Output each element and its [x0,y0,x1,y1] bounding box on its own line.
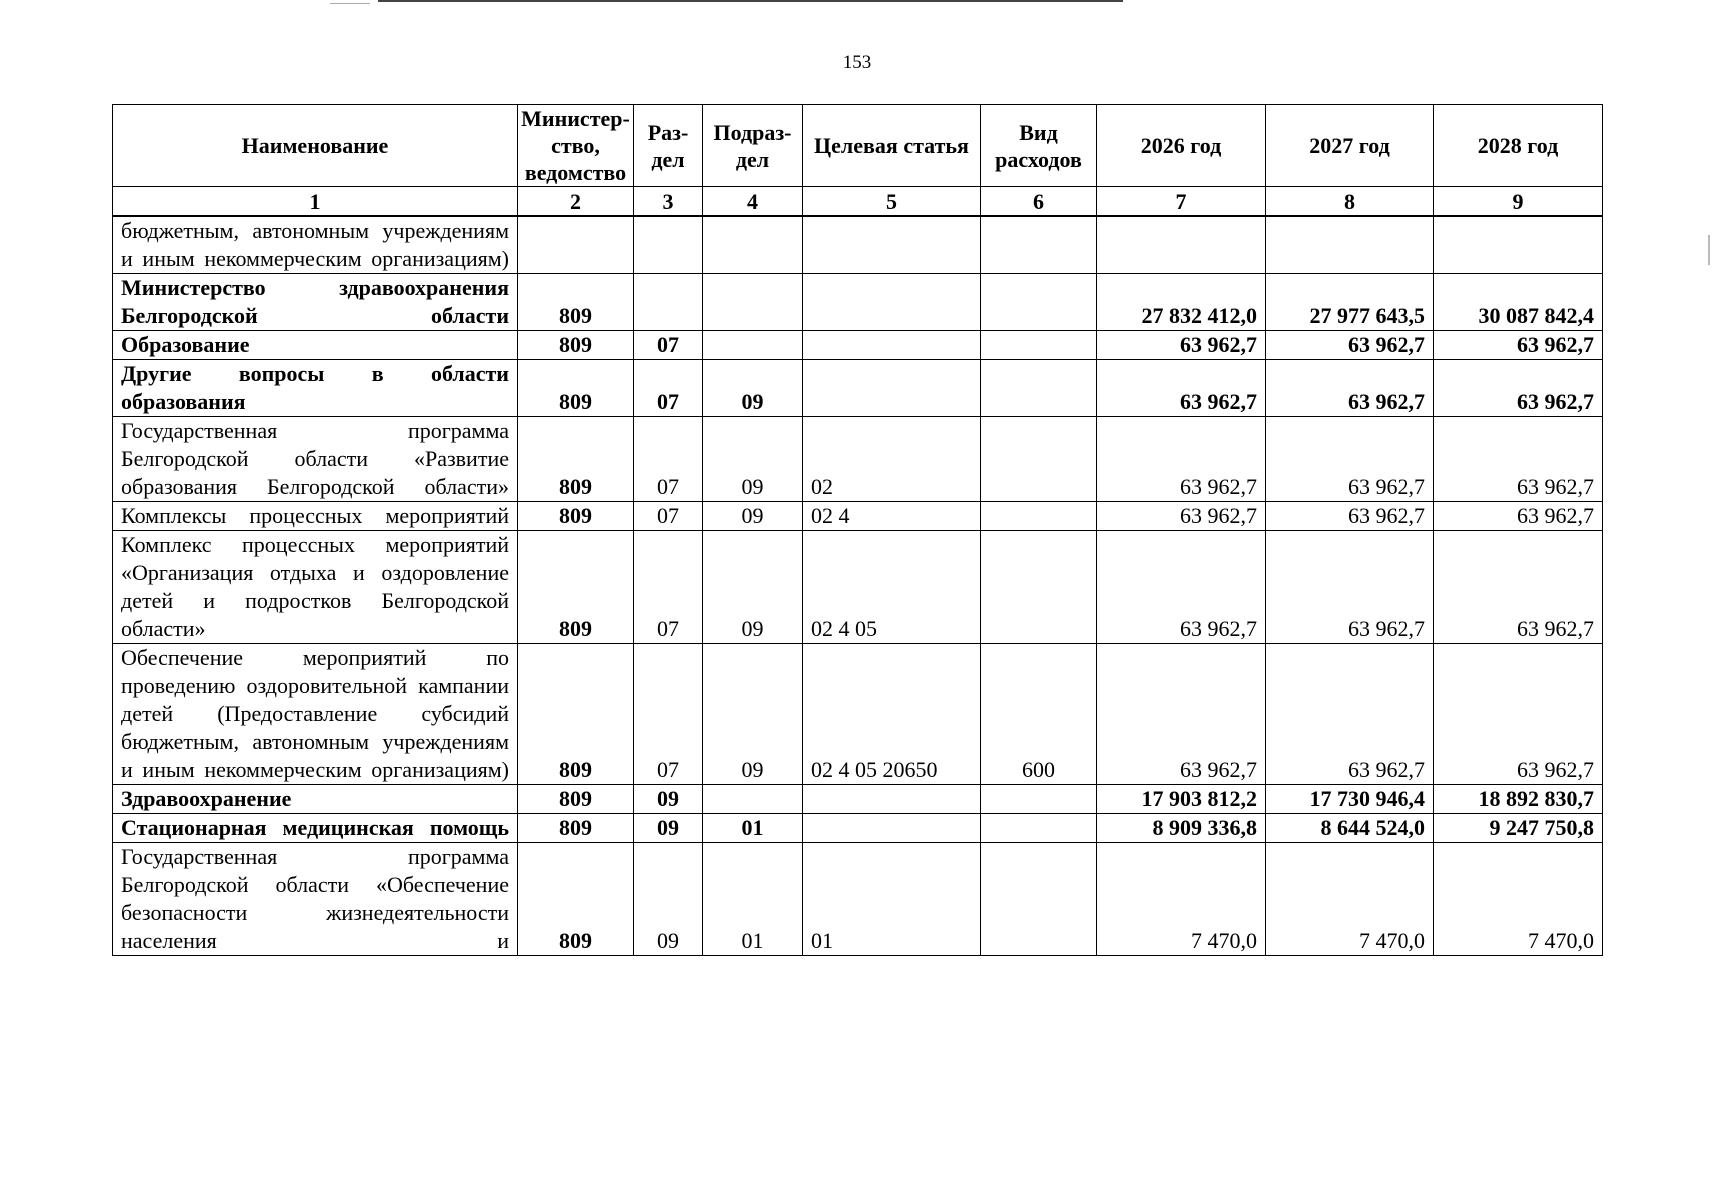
row-subsection [703,274,803,331]
row-ministry: 809 [518,531,634,644]
header-2028: 2028 год [1434,105,1603,187]
row-ministry: 809 [518,417,634,502]
table-row [113,502,1603,531]
header-2026: 2026 год [1097,105,1266,187]
row-2027: 27 977 643,5 [1266,274,1434,331]
row-2026: 63 962,7 [1097,417,1266,502]
row-name: Другие вопросы в области образования [113,360,518,417]
row-2028: 63 962,7 [1434,417,1603,502]
row-target [803,331,981,360]
row-2028: 9 247 750,8 [1434,814,1603,843]
row-ministry: 809 [518,644,634,785]
row-section: 07 [634,531,703,644]
table-row [113,417,1603,502]
row-ministry: 809 [518,785,634,814]
row-subsection [703,331,803,360]
row-subsection: 01 [703,843,803,956]
row-name: Стационарная медицинская помощь [113,814,518,843]
table-row [113,331,1603,360]
header-target: Целевая статья [803,105,981,187]
row-expense-type [981,417,1097,502]
table-row [113,785,1603,814]
row-2028: 63 962,7 [1434,331,1603,360]
header-section: Раз-дел [634,105,703,187]
row-section: 09 [634,785,703,814]
row-2028: 63 962,7 [1434,502,1603,531]
column-number: 3 [634,187,703,217]
row-expense-type [981,274,1097,331]
row-2027: 63 962,7 [1266,644,1434,785]
row-target [803,216,981,274]
row-subsection: 09 [703,502,803,531]
row-2026: 7 470,0 [1097,843,1266,956]
column-number: 9 [1434,187,1603,217]
row-target: 02 4 [803,502,981,531]
row-ministry [518,216,634,274]
row-2026: 8 909 336,8 [1097,814,1266,843]
row-section: 07 [634,644,703,785]
row-2027: 17 730 946,4 [1266,785,1434,814]
row-expense-type [981,531,1097,644]
header-name: Наименование [113,105,518,187]
column-number: 8 [1266,187,1434,217]
row-expense-type [981,814,1097,843]
row-target [803,785,981,814]
table-row [113,216,1603,274]
table-row [113,843,1603,956]
row-expense-type [981,331,1097,360]
scan-artifact-mark [1708,235,1710,265]
row-2026: 27 832 412,0 [1097,274,1266,331]
row-2028 [1434,216,1603,274]
scan-artifact-line [378,0,1123,2]
row-section [634,216,703,274]
column-number: 7 [1097,187,1266,217]
row-target [803,360,981,417]
row-2026: 63 962,7 [1097,331,1266,360]
row-2027 [1266,216,1434,274]
table-row [113,644,1603,785]
page-number: 153 [842,52,872,73]
row-section: 07 [634,331,703,360]
header-row [113,105,1603,187]
row-2026: 63 962,7 [1097,360,1266,417]
row-target: 01 [803,843,981,956]
row-2026: 17 903 812,2 [1097,785,1266,814]
column-number: 6 [981,187,1097,217]
row-subsection: 01 [703,814,803,843]
row-2028: 63 962,7 [1434,644,1603,785]
row-ministry: 809 [518,360,634,417]
header-2027: 2027 год [1266,105,1434,187]
header-expense-type: Вид расходов [981,105,1097,187]
row-2027: 63 962,7 [1266,531,1434,644]
row-section: 09 [634,814,703,843]
table-row [113,360,1603,417]
row-name: Государственная программа Белгородской области «Развитие образования Белгородской области» [113,417,518,502]
row-2028: 63 962,7 [1434,360,1603,417]
row-name: Комплексы процессных мероприятий [113,502,518,531]
row-expense-type [981,216,1097,274]
row-expense-type [981,360,1097,417]
row-2026: 63 962,7 [1097,644,1266,785]
row-name: Обеспечение мероприятий по проведению оздоровительной кампании детей (Предоставление субсидий бюджетным, автономным учреждениям и иным некоммерческим организациям) [113,644,518,785]
row-2028: 18 892 830,7 [1434,785,1603,814]
row-ministry: 809 [518,814,634,843]
row-name: Комплекс процессных мероприятий «Организация отдыха и оздоровление детей и подростков Белгородской области» [113,531,518,644]
row-section: 07 [634,360,703,417]
row-expense-type: 600 [981,644,1097,785]
column-number: 1 [113,187,518,217]
row-2027: 63 962,7 [1266,360,1434,417]
row-name: Министерство здравоохранения Белгородской области [113,274,518,331]
row-2026: 63 962,7 [1097,502,1266,531]
column-number: 2 [518,187,634,217]
row-name: Здравоохранение [113,785,518,814]
row-subsection: 09 [703,531,803,644]
column-number-row [113,187,1603,217]
row-subsection: 09 [703,417,803,502]
row-ministry: 809 [518,331,634,360]
header-subsection: Подраз-дел [703,105,803,187]
row-expense-type [981,843,1097,956]
table-row [113,814,1603,843]
row-ministry: 809 [518,274,634,331]
row-section: 09 [634,843,703,956]
row-name: бюджетным, автономным учреждениям и иным некоммерческим организациям) [113,216,518,274]
row-2027: 63 962,7 [1266,417,1434,502]
row-2027: 63 962,7 [1266,502,1434,531]
row-subsection [703,216,803,274]
row-expense-type [981,502,1097,531]
row-2027: 63 962,7 [1266,331,1434,360]
row-ministry: 809 [518,502,634,531]
row-2027: 7 470,0 [1266,843,1434,956]
row-target: 02 4 05 [803,531,981,644]
row-expense-type [981,785,1097,814]
row-subsection: 09 [703,360,803,417]
table-row [113,531,1603,644]
row-target: 02 [803,417,981,502]
row-2028: 7 470,0 [1434,843,1603,956]
row-2026 [1097,216,1266,274]
column-number: 4 [703,187,803,217]
table-row [113,274,1603,331]
row-section: 07 [634,502,703,531]
row-section [634,274,703,331]
row-2028: 30 087 842,4 [1434,274,1603,331]
budget-table [112,104,1603,956]
row-target [803,274,981,331]
row-target: 02 4 05 20650 [803,644,981,785]
row-section: 07 [634,417,703,502]
row-2028: 63 962,7 [1434,531,1603,644]
row-subsection [703,785,803,814]
row-ministry: 809 [518,843,634,956]
row-subsection: 09 [703,644,803,785]
scan-artifact-faint [330,3,370,4]
row-target [803,814,981,843]
column-number: 5 [803,187,981,217]
row-2026: 63 962,7 [1097,531,1266,644]
header-ministry: Министер-ство, ведомство [518,105,634,187]
row-name: Образование [113,331,518,360]
row-2027: 8 644 524,0 [1266,814,1434,843]
row-name: Государственная программа Белгородской области «Обеспечение безопасности жизнедеятельности населения и [113,843,518,956]
